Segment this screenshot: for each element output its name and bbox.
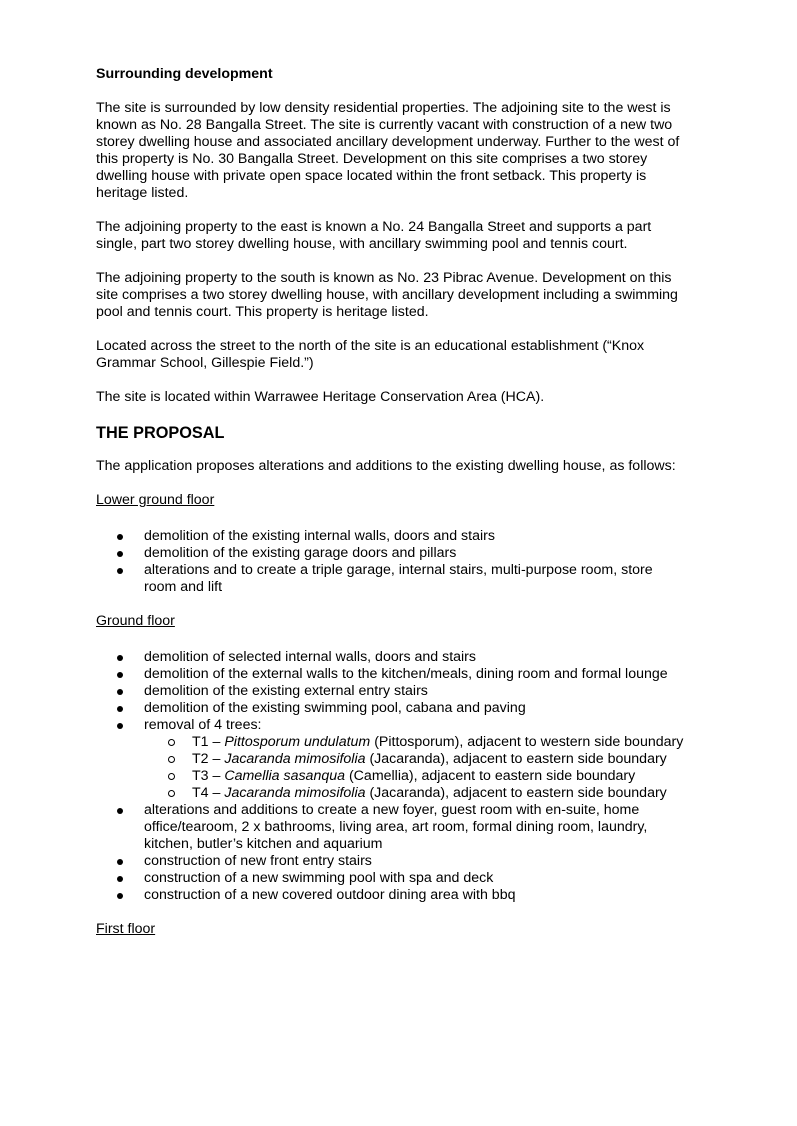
list-item: alterations and additions to create a new foyer, guest room with en-suite, home office/tearoom, 2 x bathrooms, living area, art room, formal dining room, laundry, kitchen, butler’s kitchen and aquarium bbox=[96, 802, 686, 853]
circle-bullet-icon bbox=[168, 756, 175, 763]
bullet-icon bbox=[117, 859, 123, 865]
proposal-intro: The application proposes alterations and additions to the existing dwelling house, as follows: bbox=[96, 458, 676, 474]
bullet-icon bbox=[117, 568, 123, 574]
tree-item: T3 – Camellia sasanqua (Camellia), adjacent to eastern side boundary bbox=[144, 768, 686, 785]
surrounding-paragraph: The site is located within Warrawee Heritage Conservation Area (HCA). bbox=[96, 389, 545, 405]
bullet-icon bbox=[117, 876, 123, 882]
list-item: demolition of the existing internal walls, doors and stairs bbox=[96, 528, 686, 545]
list-item: demolition of the existing external entry stairs bbox=[96, 683, 686, 700]
document-page bbox=[96, 66, 686, 957]
circle-bullet-icon bbox=[168, 773, 175, 780]
list-item: alterations and to create a triple garage, internal stairs, multi-purpose room, store room and lift bbox=[96, 562, 686, 596]
list-item: construction of a new swimming pool with spa and deck bbox=[96, 870, 686, 887]
bullet-icon bbox=[117, 893, 123, 899]
lower-ground-floor-heading: Lower ground floor bbox=[96, 492, 215, 508]
tree-item: T1 – Pittosporum undulatum (Pittosporum), adjacent to western side boundary bbox=[144, 734, 686, 751]
first-floor-heading: First floor bbox=[96, 921, 156, 937]
ground-floor-heading: Ground floor bbox=[96, 613, 175, 629]
proposal-heading: THE PROPOSAL bbox=[96, 424, 225, 442]
list-item: construction of new front entry stairs bbox=[96, 853, 686, 870]
surrounding-heading: Surrounding development bbox=[96, 66, 273, 82]
bullet-icon bbox=[117, 808, 123, 814]
circle-bullet-icon bbox=[168, 739, 175, 746]
list-item: demolition of selected internal walls, doors and stairs bbox=[96, 649, 686, 666]
tree-item: T2 – Jacaranda mimosifolia (Jacaranda), adjacent to eastern side boundary bbox=[144, 751, 686, 768]
lower-ground-floor-list bbox=[96, 528, 686, 596]
list-item: demolition of the existing garage doors and pillars bbox=[96, 545, 686, 562]
ground-floor-list bbox=[96, 649, 686, 904]
bullet-icon bbox=[117, 672, 123, 678]
list-item: removal of 4 trees: T1 – Pittosporum undulatum (Pittosporum), adjacent to western side boundary T2 – Jacaranda mimosifolia (Jacaranda), adjacent to eastern side boundary T3 – Camellia sasanqua (Camellia), adjacent to eastern side boundary T4 – Jacaranda mimosifolia (Jacaranda), adjacent to eastern side boundary bbox=[96, 717, 686, 802]
circle-bullet-icon bbox=[168, 790, 175, 797]
list-item: demolition of the existing swimming pool, cabana and paving bbox=[96, 700, 686, 717]
surrounding-paragraph: The site is surrounded by low density residential properties. The adjoining site to the west is known as No. 28 Bangalla Street. The site is currently vacant with construction of a new two storey dwelling house and associated ancillary development underway. Further to the west of this property is No. 30 Bangalla Street. Development on this site comprises a two storey dwelling house with private open space located within the front setback. This property is heritage listed. bbox=[96, 100, 680, 201]
list-item: demolition of the external walls to the kitchen/meals, dining room and formal lounge bbox=[96, 666, 686, 683]
bullet-icon bbox=[117, 723, 123, 729]
bullet-icon bbox=[117, 689, 123, 695]
bullet-icon bbox=[117, 551, 123, 557]
surrounding-paragraph: Located across the street to the north of the site is an educational establishment (“Knox Grammar School, Gillespie Field.”) bbox=[96, 338, 645, 371]
bullet-icon bbox=[117, 706, 123, 712]
surrounding-paragraph: The adjoining property to the east is known a No. 24 Bangalla Street and supports a part single, part two storey dwelling house, with ancillary swimming pool and tennis court. bbox=[96, 219, 652, 252]
list-item: construction of a new covered outdoor dining area with bbq bbox=[96, 887, 686, 904]
bullet-icon bbox=[117, 534, 123, 540]
surrounding-paragraph: The adjoining property to the south is known as No. 23 Pibrac Avenue. Development on this site comprises a two storey dwelling house, with ancillary development including a swimming pool and tennis court. This property is heritage listed. bbox=[96, 270, 678, 320]
tree-removal-list bbox=[144, 734, 686, 802]
bullet-icon bbox=[117, 655, 123, 661]
tree-item: T4 – Jacaranda mimosifolia (Jacaranda), adjacent to eastern side boundary bbox=[144, 785, 686, 802]
